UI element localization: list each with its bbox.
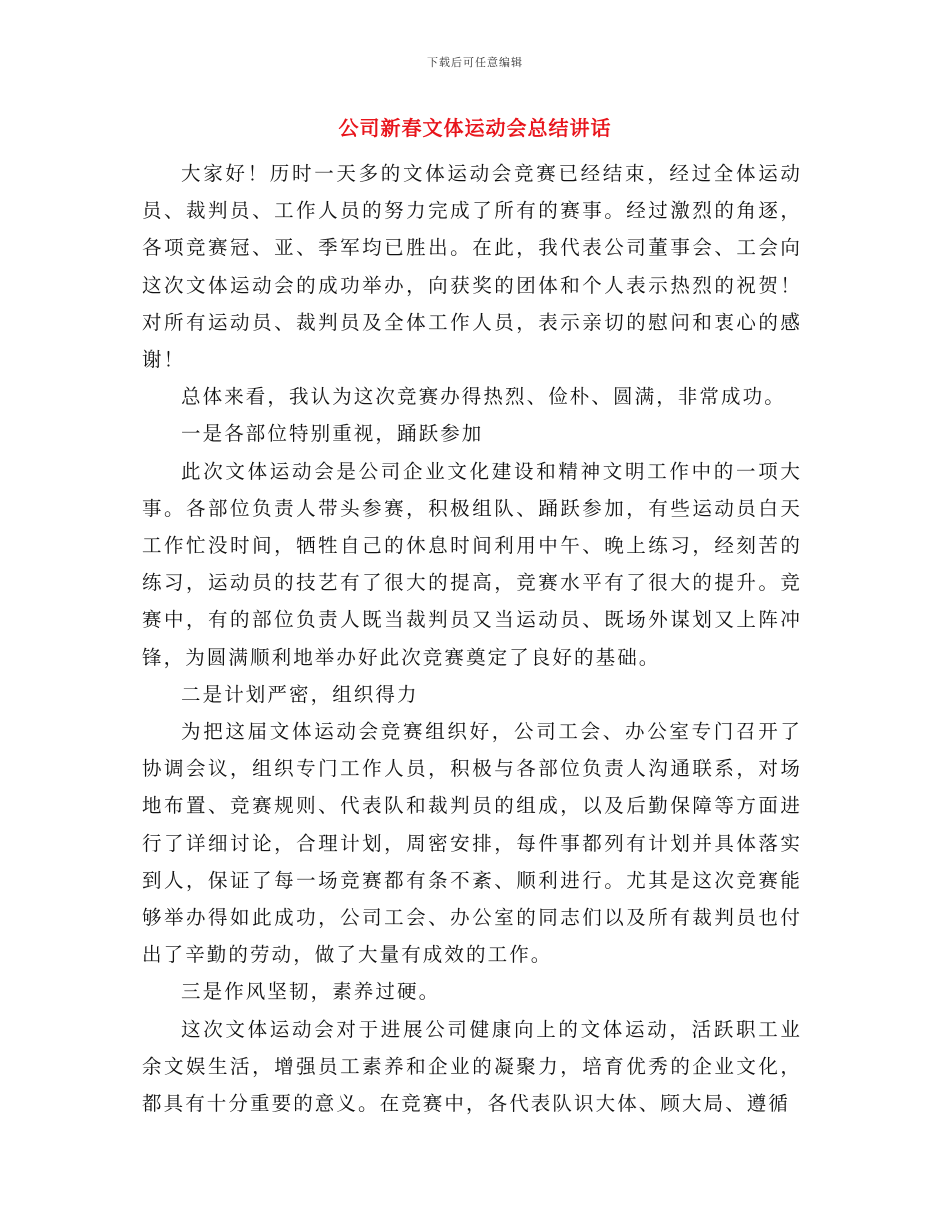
- section-heading-1: 一是各部位特别重视，踊跃参加: [181, 422, 484, 446]
- section-heading-2: 二是计划严密，组织得力: [181, 682, 419, 706]
- document-body: [142, 155, 802, 1122]
- paragraph-overview: 总体来看，我认为这次竞赛办得热烈、俭朴、圆满，非常成功。: [181, 385, 786, 409]
- document-title: 公司新春文体运动会总结讲话: [338, 116, 612, 140]
- section-heading-3: 三是作风坚韧，素养过硬。: [181, 980, 441, 1004]
- paragraph-section-1: 此次文体运动会是公司企业文化建设和精神文明工作中的一项大事。各部位负责人带头参赛，积极组队、踊跃参加，有些运动员白天工作忙没时间，牺牲自己的休息时间利用中午、晚上练习，经刻苦的练习，运动员的技艺有了很大的提高，竞赛水平有了很大的提升。竞赛中，有的部位负责人既当裁判员又当运动员、既场外谋划又上阵冲锋，为圆满顺利地举办好此次竞赛奠定了良好的基础。: [142, 459, 802, 669]
- paragraph-section-3: 这次文体运动会对于进展公司健康向上的文体运动，活跃职工业余文娱生活，增强员工素养和企业的凝聚力，培育优秀的企业文化，都具有十分重要的意义。在竞赛中，各代表队识大体、顾大局、遵循: [142, 1017, 802, 1116]
- paragraph-section-2: 为把这届文体运动会竞赛组织好，公司工会、办公室专门召开了协调会议，组织专门工作人员，积极与各部位负责人沟通联系，对场地布置、竞赛规则、代表队和裁判员的组成，以及后勤保障等方面进行了详细讨论，合理计划，周密安排，每件事都列有计划并具体落实到人，保证了每一场竞赛都有条不紊、顺利进行。尤其是这次竞赛能够举办得如此成功，公司工会、办公室的同志们以及所有裁判员也付出了辛勤的劳动，做了大量有成效的工作。: [142, 720, 802, 967]
- paragraph-greeting: 大家好！历时一天多的文体运动会竞赛已经结束，经过全体运动员、裁判员、工作人员的努力完成了所有的赛事。经过激烈的角逐，各项竞赛冠、亚、季军均已胜出。在此，我代表公司董事会、工会向这次文体运动会的成功举办，向获奖的团体和个人表示热烈的祝贺！对所有运动员、裁判员及全体工作人员，表示亲切的慰问和衷心的感谢！: [142, 162, 802, 372]
- header-note: 下载后可任意编辑: [427, 56, 523, 69]
